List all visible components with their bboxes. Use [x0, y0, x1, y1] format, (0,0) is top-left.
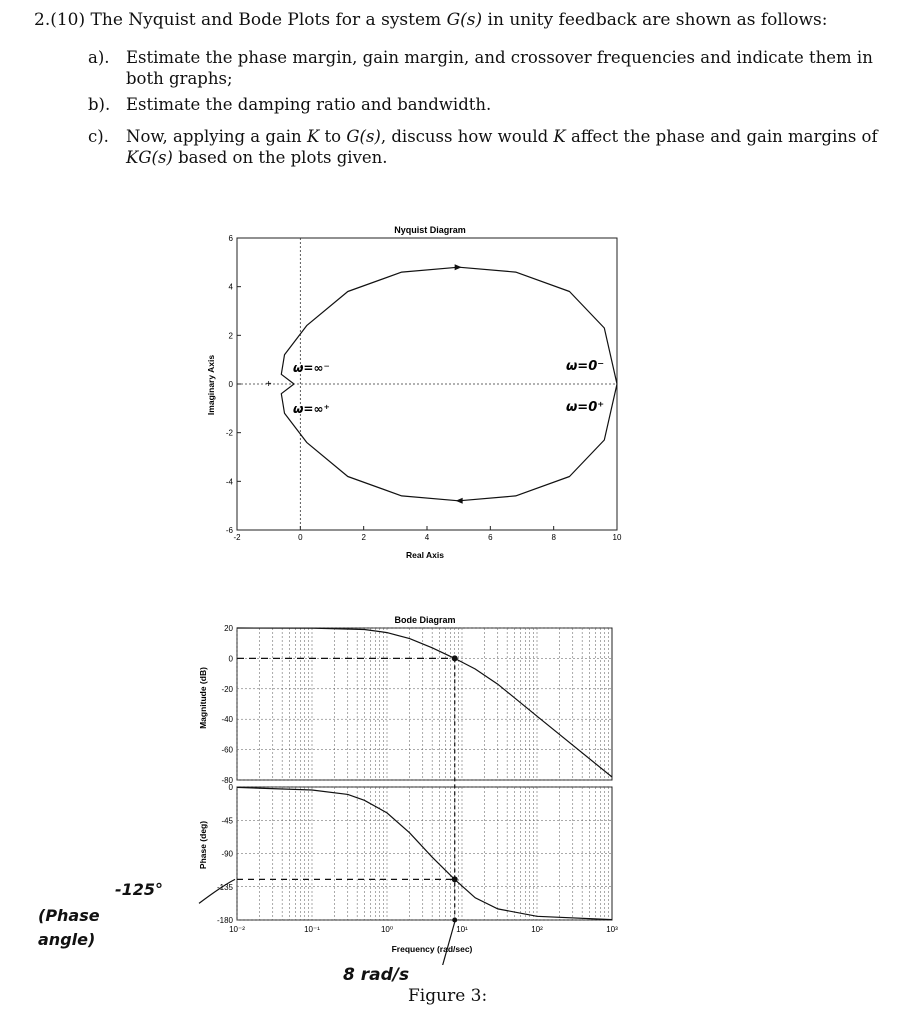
magnitude-panel-frame	[237, 628, 612, 780]
nyquist-title: Nyquist Diagram	[394, 225, 466, 235]
nyquist-ytick-label: 2	[228, 331, 233, 341]
magnitude-ytick-label: -40	[221, 715, 233, 725]
bode-xtick-label: 10⁻²	[229, 925, 245, 934]
annot-w-zero-plus: ω=0⁺	[566, 400, 605, 415]
nyquist-xtick-label: 10	[612, 533, 622, 542]
nyquist-ylabel: Imaginary Axis	[206, 354, 216, 416]
nyquist-xtick-label: 6	[488, 533, 493, 542]
bode-chart	[180, 605, 640, 965]
annot-phase-note: (Phase angle)	[38, 906, 100, 949]
magnitude-ytick-label: 0	[228, 654, 233, 664]
annot-w-inf-plus: ω=∞⁺	[293, 402, 330, 416]
bode-title: Bode Diagram	[394, 615, 456, 625]
bode-xtick-label: 10³	[606, 925, 618, 934]
bode-xlabel: Frequency (rad/sec)	[391, 944, 473, 954]
nyquist-xtick-label: 8	[551, 533, 556, 542]
magnitude-ylabel: Magnitude (dB)	[198, 667, 208, 729]
magnitude-ytick-label: -80	[221, 776, 233, 785]
question-number: 2.(10)	[34, 10, 86, 30]
gain-crossover-dot	[452, 655, 458, 661]
nyquist-ytick-label: -6	[225, 526, 233, 535]
figure-caption: Figure 3:	[408, 986, 488, 1006]
crossover-axis-dot	[452, 918, 457, 923]
nyquist-chart	[180, 215, 640, 565]
phase-ytick-label: -180	[216, 916, 233, 925]
phase-ylabel: Phase (deg)	[198, 820, 208, 870]
phase-ytick-label: 0	[228, 783, 233, 792]
nyquist-arrow-lower	[456, 498, 463, 504]
nyquist-ytick-label: 0	[228, 380, 233, 389]
phase-ytick-label: -135	[216, 882, 233, 892]
nyquist-xtick-label: 0	[298, 533, 303, 542]
nyquist-ytick-label: -4	[225, 477, 233, 487]
nyquist-ytick-label: 4	[228, 282, 233, 292]
magnitude-ytick-label: 20	[224, 624, 233, 633]
annot-freq-note: 8 rad/s	[343, 965, 410, 985]
bode-xtick-label: 10⁰	[380, 925, 394, 934]
magnitude-curve	[237, 628, 612, 777]
nyquist-ytick-label: 6	[228, 234, 233, 243]
nyquist-xlabel: Real Axis	[406, 550, 444, 560]
annot-w-zero-minus: ω=0⁻	[566, 359, 605, 374]
nyquist-ytick-label: -2	[225, 428, 233, 438]
nyquist-xtick-label: 4	[424, 533, 430, 542]
phase-ytick-label: -45	[221, 816, 233, 826]
nyquist-xtick-label: 2	[361, 533, 366, 542]
phase-ytick-label: -90	[221, 849, 233, 859]
annot-phase-value: -125°	[115, 880, 164, 899]
question-heading: 2.(10) The Nyquist and Bode Plots for a system G(s) in unity feedback are shown as follows:	[34, 10, 828, 30]
phase-crossover-dot	[452, 876, 458, 882]
annot-w-inf-minus: ω=∞⁻	[293, 361, 330, 375]
magnitude-ytick-label: -60	[221, 745, 233, 755]
critical-point-marker: +	[265, 379, 272, 390]
bode-xtick-label: 10²	[531, 925, 543, 934]
magnitude-ytick-label: -20	[221, 684, 233, 694]
bode-xtick-label: 10¹	[456, 925, 468, 934]
bode-xtick-label: 10⁻¹	[304, 925, 320, 934]
nyquist-xtick-label: -2	[233, 533, 241, 542]
nyquist-arrow-upper	[455, 264, 462, 270]
